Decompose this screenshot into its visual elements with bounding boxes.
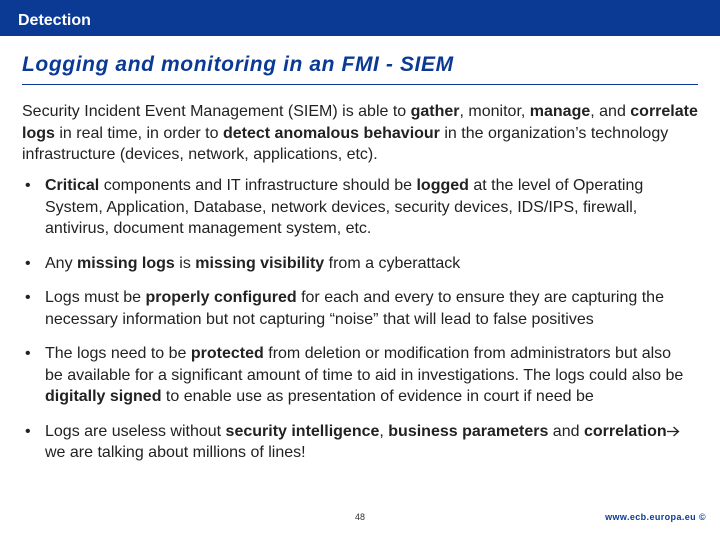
text-run: in real time, in order to bbox=[54, 124, 223, 142]
bold-text: properly configured bbox=[145, 289, 297, 306]
bullet-marker: • bbox=[25, 345, 31, 362]
text-run: in the organization’s technology infrastructure (devices, network, applications, etc). bbox=[22, 124, 669, 163]
intro-paragraph bbox=[22, 101, 702, 166]
bullet-marker: • bbox=[25, 177, 31, 194]
bold-text: logged bbox=[416, 177, 469, 194]
bullet-item bbox=[22, 343, 690, 408]
bold-text: protected bbox=[190, 345, 264, 362]
bold-text: correlation bbox=[583, 422, 667, 440]
text-run: Any bbox=[45, 254, 78, 272]
bold-text: missing visibility bbox=[195, 254, 325, 272]
bold-text: manage bbox=[529, 103, 591, 120]
bullet-marker: • bbox=[25, 289, 31, 306]
arrow-right-icon bbox=[667, 421, 682, 443]
bold-text: Critical bbox=[45, 177, 100, 194]
text-run: and bbox=[548, 422, 584, 440]
bullet-item bbox=[22, 175, 690, 240]
bullet-list bbox=[22, 175, 690, 477]
footer-url: www.ecb.europa.eu © bbox=[605, 512, 706, 522]
text-run: is bbox=[174, 254, 196, 272]
slide-title: Logging and monitoring in an FMI - SIEM bbox=[22, 53, 454, 76]
bold-text: missing logs bbox=[77, 254, 175, 272]
bullet-item bbox=[22, 253, 690, 275]
text-run: from a cyberattack bbox=[324, 254, 461, 272]
text-run: components and IT infrastructure should be bbox=[99, 177, 417, 194]
bold-text: correlate logs bbox=[22, 103, 698, 142]
text-run: , monitor, bbox=[459, 103, 530, 120]
text-run: to enable use as presentation of evidence in court if need be bbox=[161, 388, 594, 405]
text-run: at the level of Operating System, Application, Database, network devices, security devices, IDS/IPS, firewall, antivirus, document management system, etc. bbox=[45, 177, 644, 237]
bullet-marker: • bbox=[25, 254, 31, 272]
section-label: Detection bbox=[18, 12, 91, 29]
page-number: 48 bbox=[355, 512, 366, 522]
bold-text: security intelligence bbox=[225, 422, 380, 440]
text-run: Security Incident Event Management (SIEM) is able to bbox=[22, 103, 411, 120]
title-divider bbox=[22, 84, 698, 85]
bold-text: detect anomalous behaviour bbox=[222, 124, 440, 142]
bold-text: business parameters bbox=[388, 422, 549, 440]
bold-text: digitally signed bbox=[45, 388, 162, 405]
text-run: Logs are useless without bbox=[45, 422, 226, 440]
bullet-item bbox=[22, 287, 690, 330]
text-run: for each and every to ensure they are capturing the necessary information but not capturing “noise” that will lead to false positives bbox=[45, 289, 664, 328]
text-run: we are talking about millions of lines! bbox=[45, 444, 306, 461]
text-run: , and bbox=[590, 103, 631, 120]
bullet-item bbox=[22, 421, 690, 464]
text-run: from deletion or modification from administrators but also be available for a significant amount of time to aid in investigations. The logs could also be bbox=[45, 345, 684, 384]
text-run: The logs need to be bbox=[45, 345, 191, 362]
header-bar bbox=[0, 0, 720, 36]
text-run: , bbox=[379, 422, 389, 440]
bold-text: gather bbox=[410, 103, 460, 120]
bullet-marker: • bbox=[25, 422, 31, 440]
text-run: Logs must be bbox=[45, 289, 146, 306]
